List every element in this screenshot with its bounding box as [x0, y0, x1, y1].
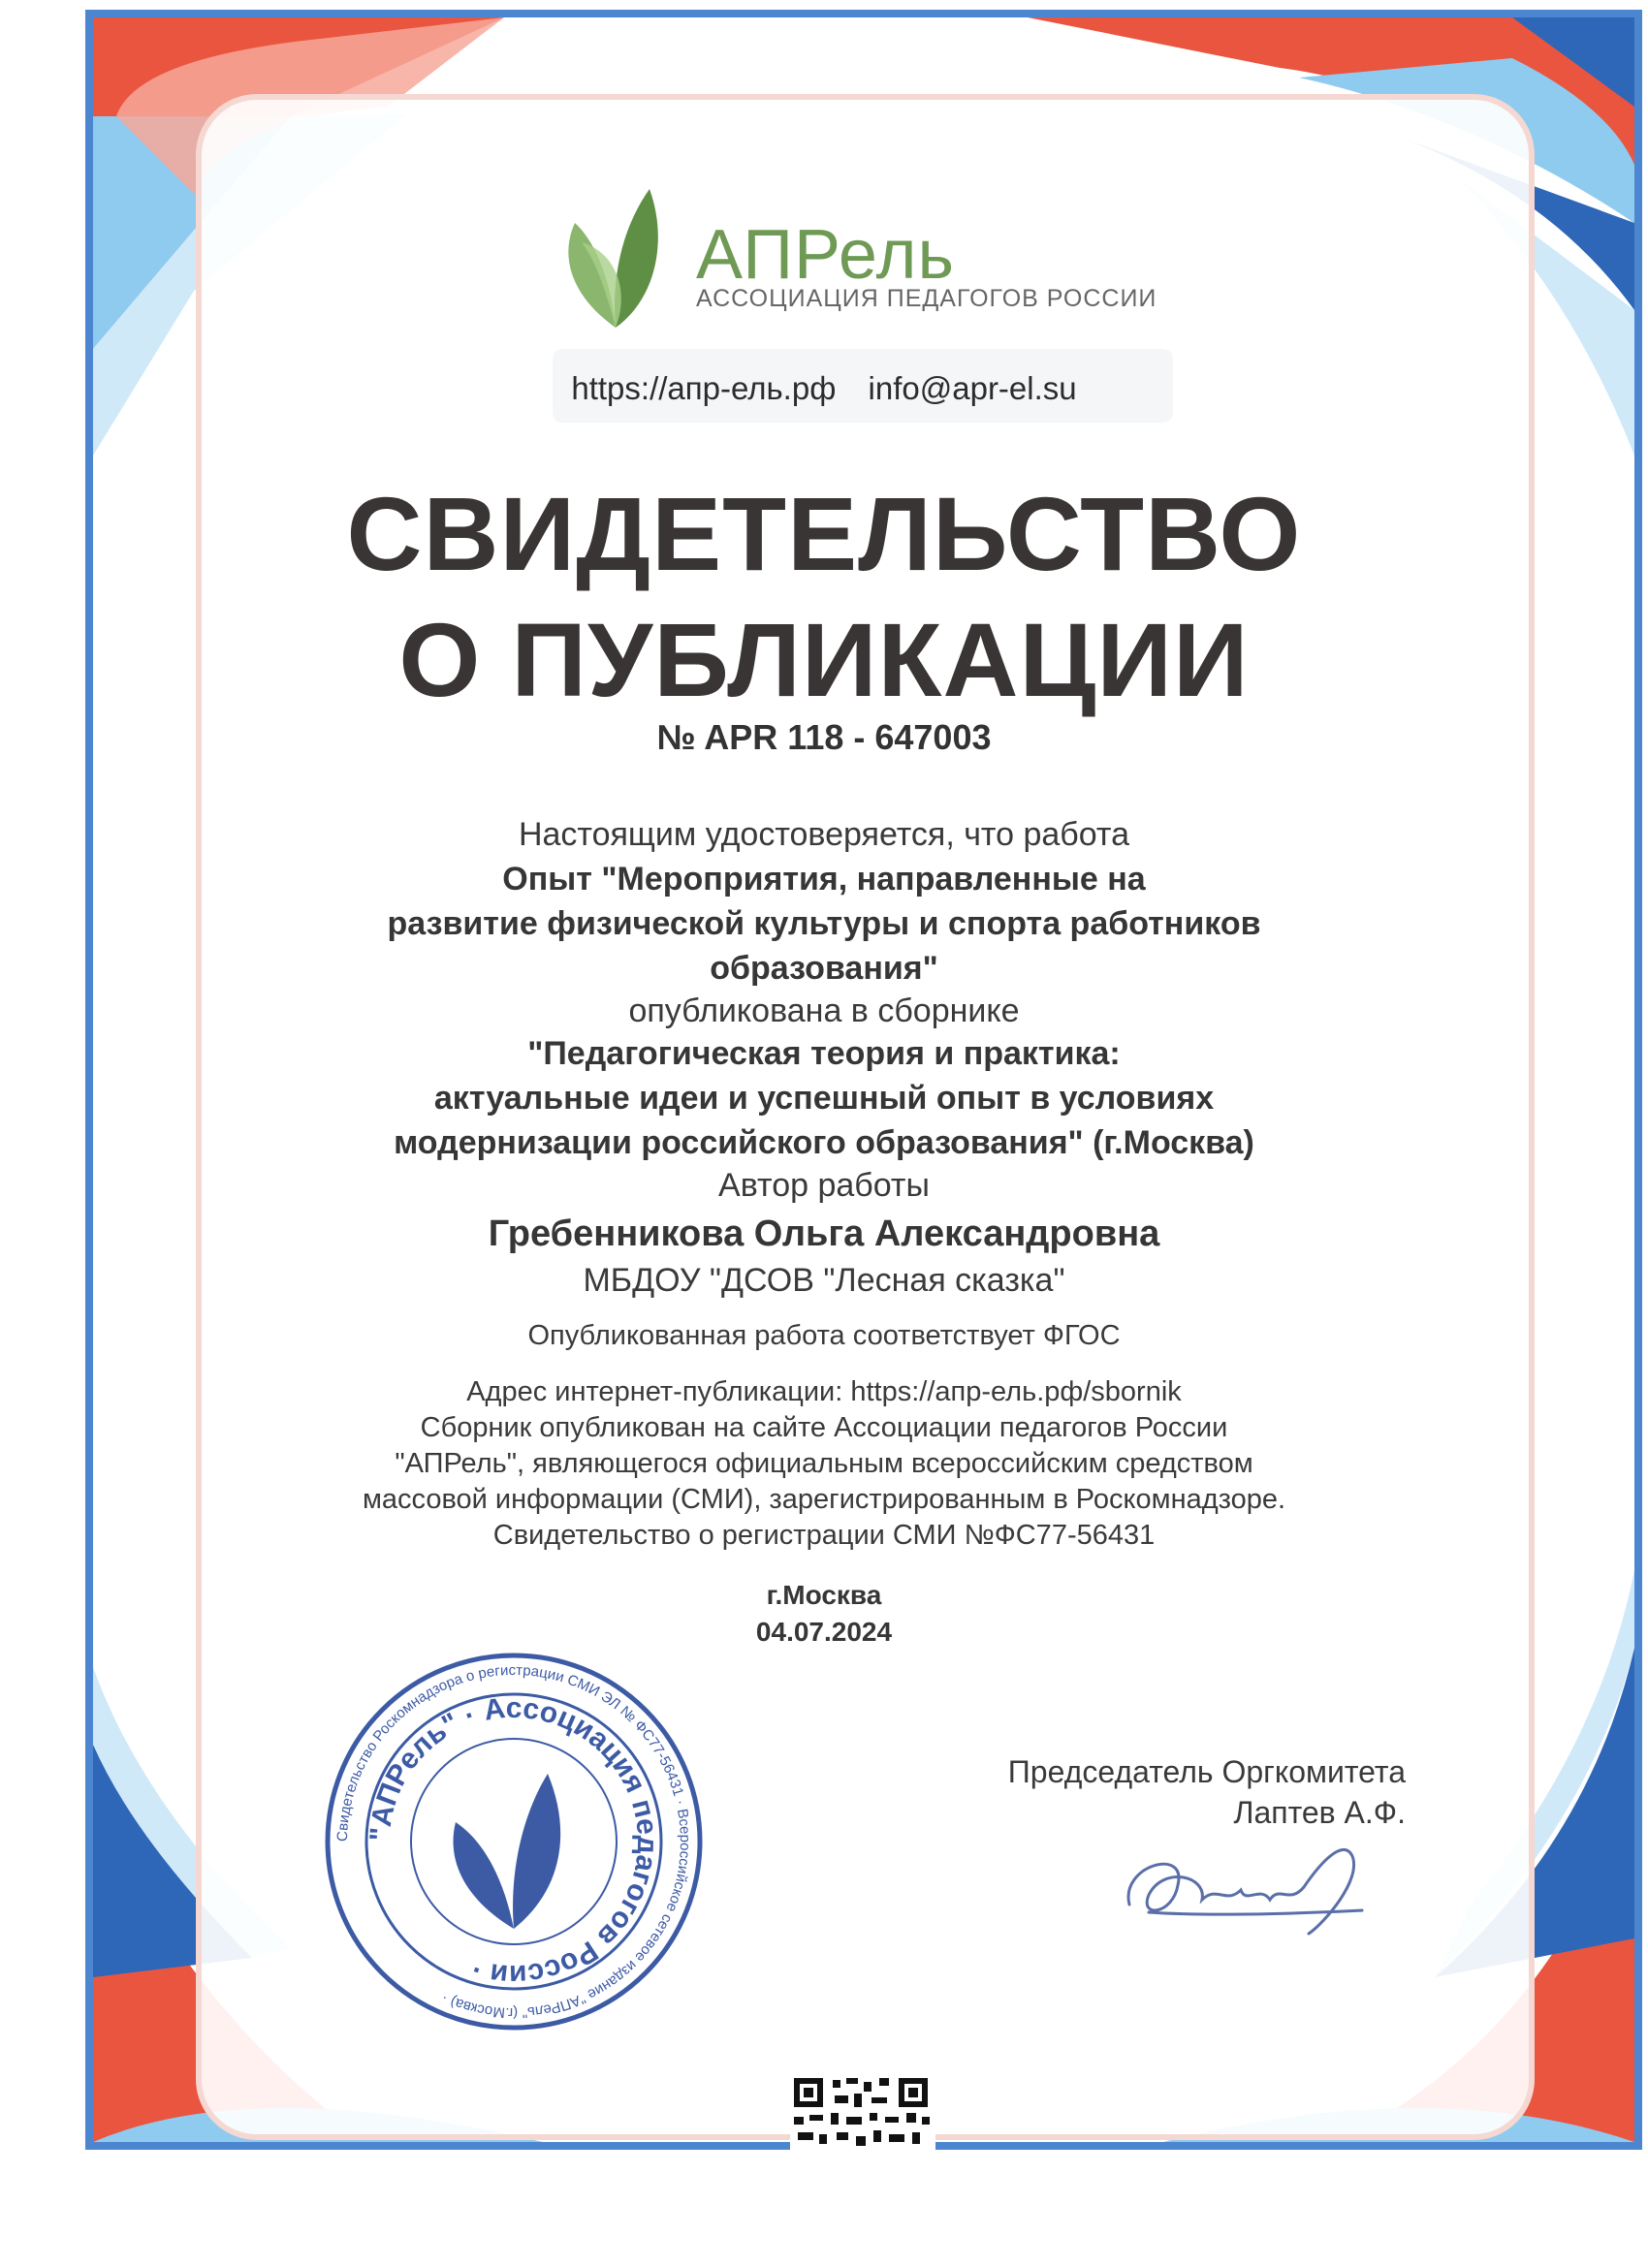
collection-title-line-1: "Педагогическая теория и практика:: [527, 1035, 1121, 1072]
work-title-line-2: развитие физической культуры и спорта работников: [387, 905, 1261, 942]
author-name: Гребенникова Ольга Александровна: [488, 1213, 1160, 1254]
organization-seal: [320, 1648, 708, 2035]
publication-address: Адрес интернет-публикации: https://апр-ель.рф/sbornik: [466, 1376, 1182, 1407]
signatory-position: Председатель Оргкомитета: [1007, 1754, 1406, 1789]
published-in-text: опубликована в сборнике: [628, 992, 1020, 1029]
collection-title-line-3: модернизации российского образования" (г.Москва): [394, 1124, 1254, 1161]
certificate-title-line-1: СВИДЕТЕЛЬСТВО: [346, 475, 1302, 592]
certificate-number: № APR 118 - 647003: [656, 717, 992, 757]
work-title-line-1: Опыт "Мероприятия, направленные на: [502, 861, 1146, 898]
certificate-title-line-2: О ПУБЛИКАЦИИ: [398, 601, 1250, 718]
intro-text: Настоящим удостоверяется, что работа: [518, 816, 1130, 853]
handwritten-signature: [1110, 1827, 1401, 1943]
seal-leaf-icon: [454, 1774, 561, 1929]
details-line-3: "АПРель", являющегося официальным всероссийским средством: [395, 1448, 1253, 1479]
work-title-line-3: образования": [710, 950, 938, 987]
signatory-name: Лаптев А.Ф.: [1233, 1795, 1406, 1830]
details-line-2: Сборник опубликован на сайте Ассоциации педагогов России: [420, 1412, 1228, 1443]
seal-outer-text: Свидетельство Роскомнадзора о регистрации СМИ ЭЛ № ФС77-56431 · Всероссийское сетевое издание "АПРель" (г.Москва) ·: [333, 1661, 694, 2022]
logo-name: АПРель: [696, 216, 955, 294]
fgos-note: Опубликованная работа соответствует ФГОС: [527, 1320, 1121, 1351]
leaf-logo-icon: [557, 184, 674, 330]
collection-title-line-2: актуальные идеи и успешный опыт в условиях: [433, 1080, 1215, 1117]
logo-subtitle: АССОЦИАЦИЯ ПЕДАГОГОВ РОССИИ: [696, 285, 1157, 312]
qr-code-icon: [790, 2074, 935, 2152]
website-link[interactable]: https://апр-ель.рф: [571, 370, 837, 406]
contacts-row: [0, 370, 1648, 407]
details-line-4: массовой информации (СМИ), зарегистрированным в Роскомнадзоре.: [362, 1484, 1286, 1515]
issue-date: 04.07.2024: [755, 1617, 893, 1647]
seal-inner-text: "АПРель" · Ассоциация педагогов России ·: [364, 1691, 664, 1992]
city: г.Москва: [766, 1580, 882, 1610]
author-label: Автор работы: [718, 1167, 930, 1204]
email-link[interactable]: info@apr-el.su: [868, 370, 1077, 406]
organization-name: МБДОУ "ДСОВ "Лесная сказка": [583, 1262, 1065, 1299]
registration-number: Свидетельство о регистрации СМИ №ФС77-56431: [492, 1520, 1156, 1551]
